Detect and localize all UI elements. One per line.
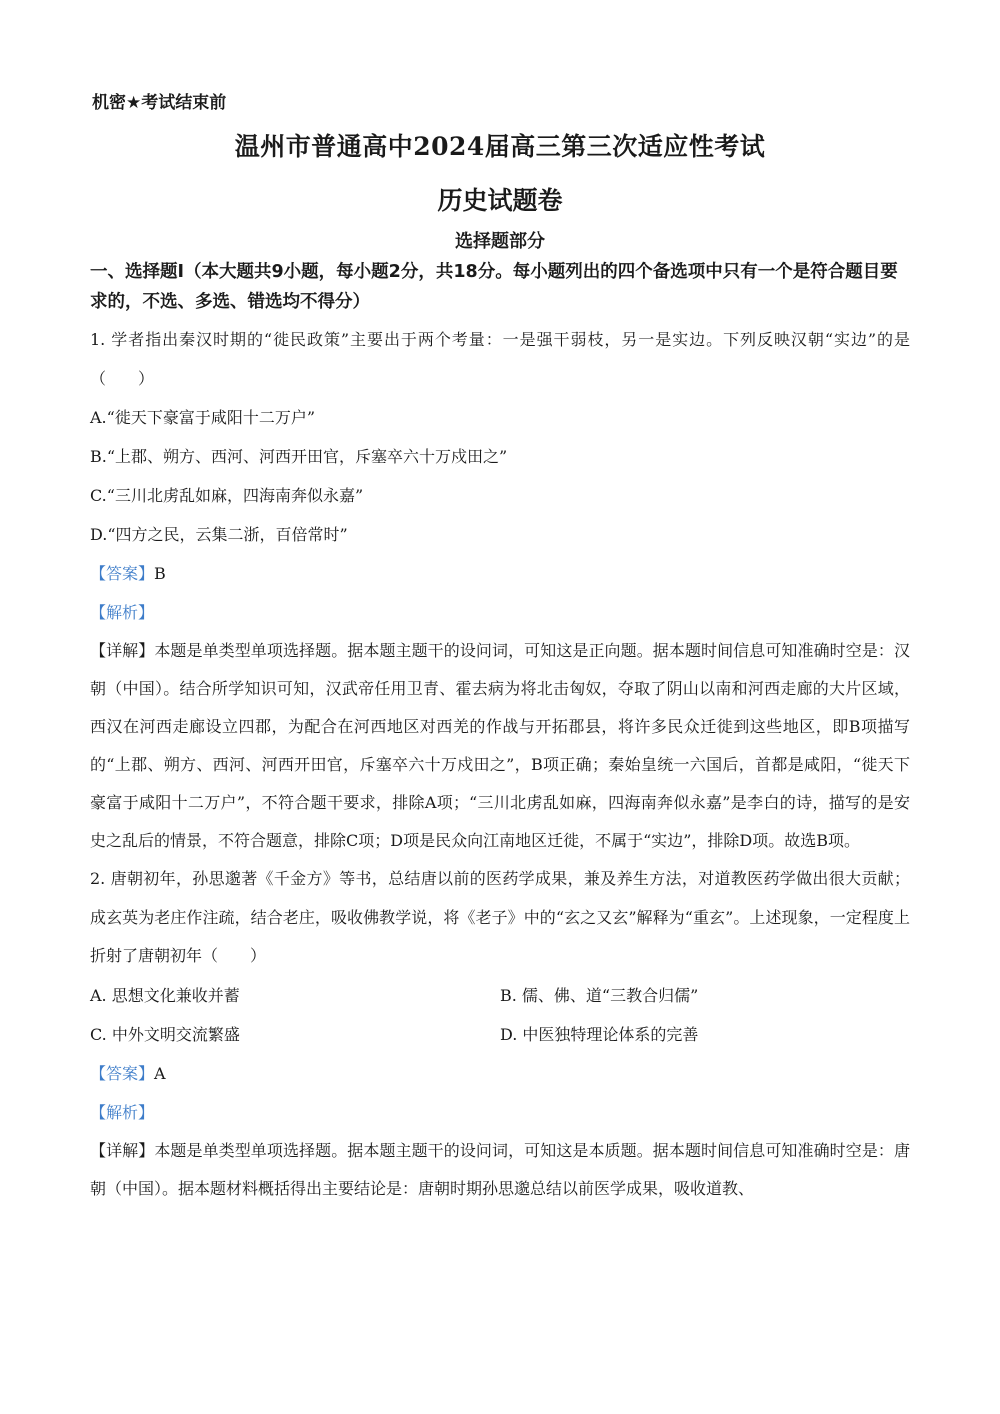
options-grid [90,976,910,1054]
option-d: D.“四方之民，云集二浙，百倍常时” [90,525,348,544]
detail-paragraph [90,1132,910,1208]
exam-title: 温州市普通高中2024届高三第三次适应性考试 [234,132,766,161]
analysis-label: 【解析】 [90,603,155,622]
analysis-line [90,1093,910,1132]
analysis-label: 【解析】 [90,1102,155,1122]
answer-label: 【答案】 [90,564,155,583]
option-b: B. 儒、佛、道“三教合归儒” [500,985,699,1005]
option-b: B.“上郡、朔方、西河、河西开田官，斥塞卒六十万戍田之” [90,447,508,466]
detail-label: 【详解】 [90,641,155,660]
question-1 [90,321,910,860]
detail-text: 本题是单类型单项选择题。据本题主题干的设问词，可知这是正向题。据本题时间信息可知准确时空是：汉朝（中国）。结合所学知识可知，汉武帝任用卫青、霍去病为将北击匈奴，夺取了阴山以南和河西走廊的大片区域，西汉在河西走廊设立四郡，为配合在河西地区对西羌的作战与开拓郡县，将许多民众迁徙到这些地区，即B项描写的“上郡、朔方、西河、河西开田官，斥塞卒六十万戍田之”，B项正确；秦始皇统一六国后，首都是咸阳，“徙天下豪富于咸阳十二万户”，不符合题干要求，排除A项；“三川北虏乱如麻，四海南奔似永嘉”是李白的诗，描写的是安史之乱后的情景，不符合题意，排除C项；D项是民众向江南地区迁徙，不属于“实边”，排除D项。故选B项。 [90,641,910,850]
section-title: 选择题部分 [455,231,545,252]
option-a: A.“徙天下豪富于咸阳十二万户” [90,408,316,427]
question-stem: 2. 唐朝初年，孙思邈著《千金方》等书，总结唐以前的医药学成果，兼及养生方法，对道教医药学做出很大贡献；成玄英为老庄作注疏，结合老庄，吸收佛教学说，将《老子》中的“玄之又玄”解释为“重玄”。上述现象，一定程度上折射了唐朝初年（ ） [90,869,910,965]
answer-line [90,1054,910,1093]
answer-value: A [154,1063,166,1083]
option-c: C. 中外文明交流繁盛 [90,1024,240,1044]
detail-text: 本题是单类型单项选择题。据本题主题干的设问词，可知这是本质题。据本题时间信息可知准确时空是：唐朝（中国）。据本题材料概括得出主要结论是：唐朝时期孙思邈总结以前医学成果，吸收道教、 [90,1140,910,1198]
question-stem: 1. 学者指出秦汉时期的“徙民政策”主要出于两个考量：一是强干弱枝，另一是实边。下列反映汉朝“实边”的是（ ） [90,330,910,388]
answer-line [90,554,910,593]
confidential-mark: 机密★考试结束前 [92,93,227,113]
option-c: C.“三川北虏乱如麻，四海南奔似永嘉” [90,486,364,505]
detail-label: 【详解】 [90,1140,155,1160]
part-heading: 一、选择题Ⅰ（本大题共9小题，每小题2分，共18分。每小题列出的四个备选项中只有一个是符合题目要求的，不选、多选、错选均不得分） [90,262,898,312]
option-d: D. 中医独特理论体系的完善 [500,1024,699,1044]
answer-label: 【答案】 [90,1063,155,1083]
analysis-line [90,593,910,632]
detail-paragraph [90,632,910,860]
question-2 [90,860,910,1208]
option-a: A. 思想文化兼收并蓄 [90,985,240,1005]
answer-value: B [154,564,166,583]
exam-subtitle: 历史试题卷 [437,186,563,215]
